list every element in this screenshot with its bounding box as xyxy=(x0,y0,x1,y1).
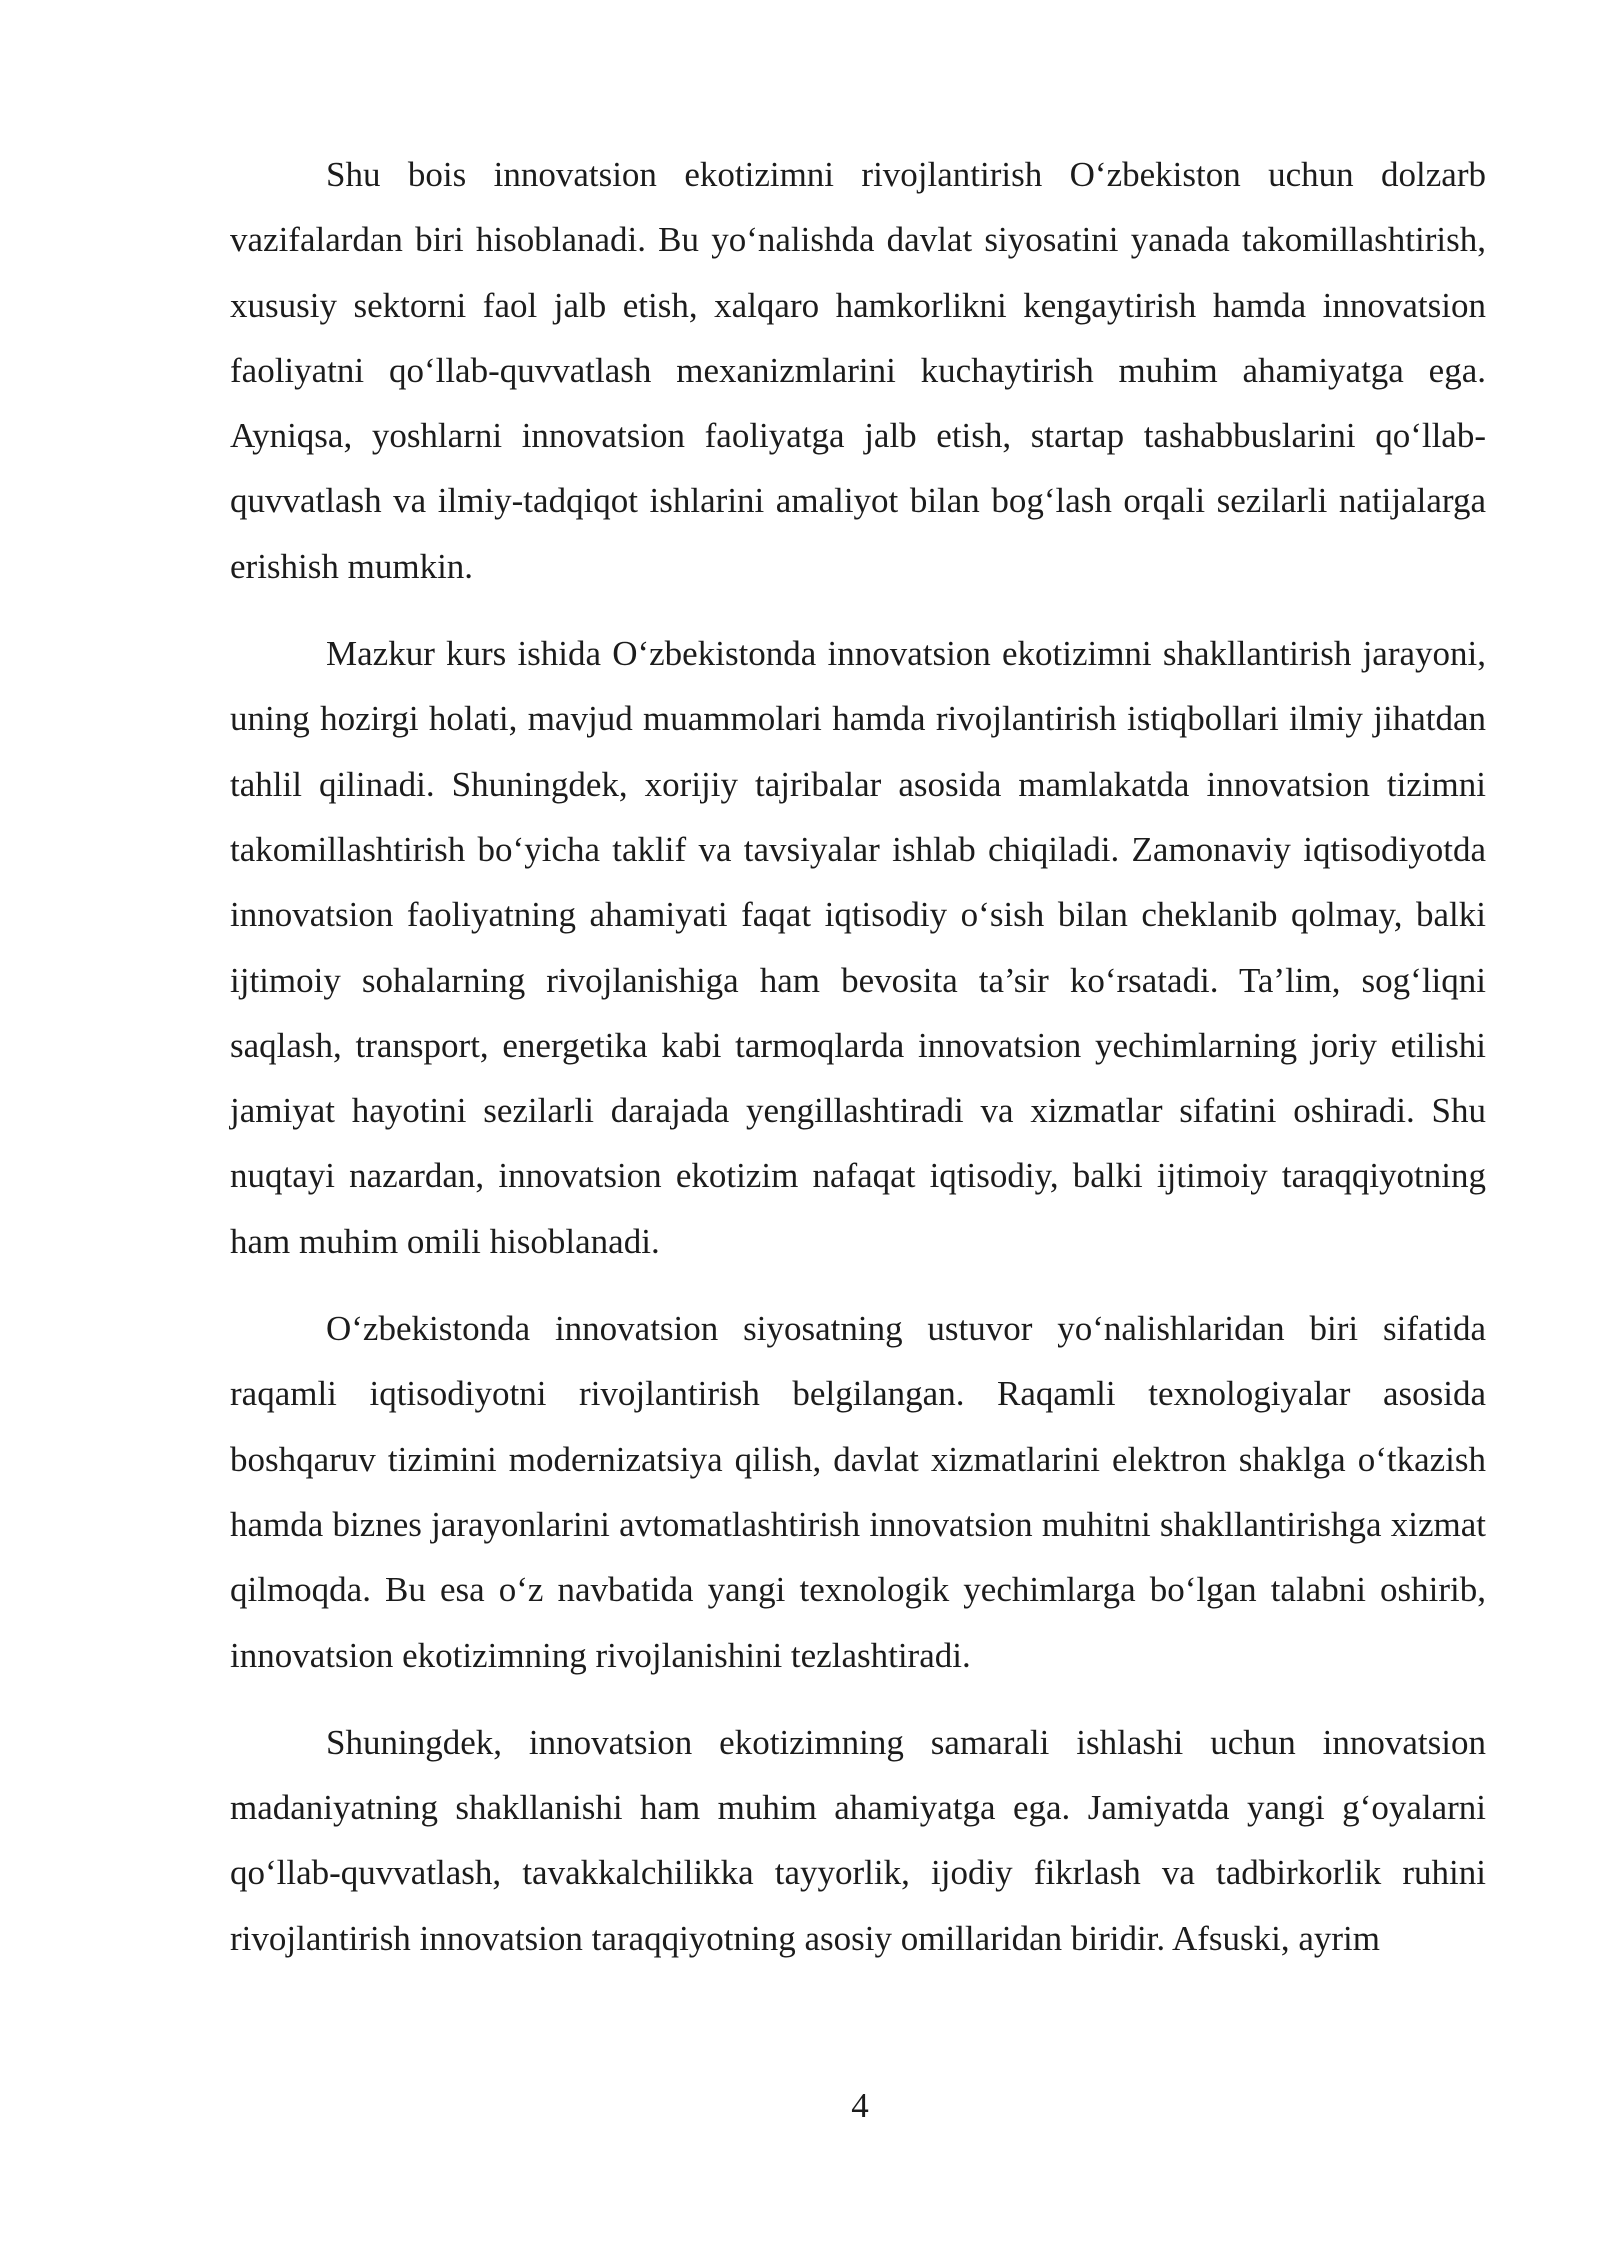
page-number: 4 xyxy=(851,2086,869,2125)
paragraph-3: O‘zbekistonda innovatsion siyosatning ustuvor yo‘nalishlaridan biri sifatida raqamli iqtisodiyotni rivojlantirish belgilangan. Raqamli texnologiyalar asosida boshqaruv tizimini modernizatsiya qilish, davlat xizmatlarini elektron shaklga o‘tkazish hamda biznes jarayonlarini avtomatlashtirish innovatsion muhitni shakllantirishga xizmat qilmoqda. Bu esa o‘z navbatida yangi texnologik yechimlarga bo‘lgan talabni oshirib, innovatsion ekotizimning rivojlanishini tezlashtiradi. xyxy=(230,1309,1486,1675)
paragraph-1: Shu bois innovatsion ekotizimni rivojlantirish O‘zbekiston uchun dolzarb vazifalardan biri hisoblanadi. Bu yo‘nalishda davlat siyosatini yanada takomillashtirish, xususiy sektorni faol jalb etish, xalqaro hamkorlikni kengaytirish hamda innovatsion faoliyatni qo‘llab-quvvatlash mexanizmlarini kuchaytirish muhim ahamiyatga ega. Ayniqsa, yoshlarni innovatsion faoliyatga jalb etish, startap tashabbuslarini qo‘llab-quvvatlash va ilmiy-tadqiqot ishlarini amaliyot bilan bog‘lash orqali sezilarli natijalarga erishish mumkin. xyxy=(230,155,1486,586)
body-text xyxy=(230,142,1486,1993)
paragraph-2: Mazkur kurs ishida O‘zbekistonda innovatsion ekotizimni shakllantirish jarayoni, uning hozirgi holati, mavjud muammolari hamda rivojlantirish istiqbollari ilmiy jihatdan tahlil qilinadi. Shuningdek, xorijiy tajribalar asosida mamlakatda innovatsion tizimni takomillashtirish bo‘yicha taklif va tavsiyalar ishlab chiqiladi. Zamonaviy iqtisodiyotda innovatsion faoliyatning ahamiyati faqat iqtisodiy o‘sish bilan cheklanib qolmay, balki ijtimoiy sohalarning rivojlanishiga ham bevosita ta’sir ko‘rsatadi. Ta’lim, sog‘liqni saqlash, transport, energetika kabi tarmoqlarda innovatsion yechimlarning joriy etilishi jamiyat hayotini sezilarli darajada yengillashtiradi va xizmatlar sifatini oshiradi. Shu nuqtayi nazardan, innovatsion ekotizim nafaqat iqtisodiy, balki ijtimoiy taraqqiyotning ham muhim omili hisoblanadi. xyxy=(230,634,1486,1261)
paragraph-4: Shuningdek, innovatsion ekotizimning samarali ishlashi uchun innovatsion madaniyatning shakllanishi ham muhim ahamiyatga ega. Jamiyatda yangi g‘oyalarni qo‘llab-quvvatlash, tavakkalchilikka tayyorlik, ijodiy fikrlash va tadbirkorlik ruhini rivojlantirish innovatsion taraqqiyotning asosiy omillaridan biridir. Afsuski, ayrim xyxy=(230,1722,1486,1958)
